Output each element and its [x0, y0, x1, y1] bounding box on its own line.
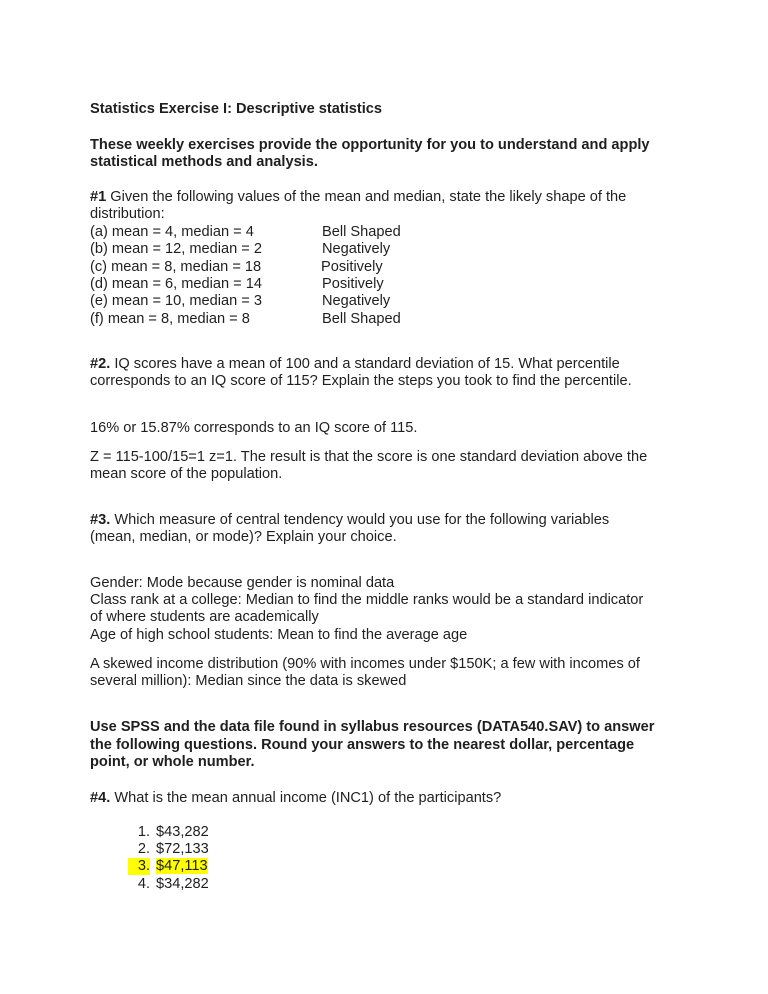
q4-option	[128, 876, 209, 893]
q1-row-answer: Bell Shaped	[322, 224, 401, 240]
q2-prompt-line-1	[90, 356, 620, 373]
q2-prompt-line-2: corresponds to an IQ score of 115? Explain the steps you took to find the percentile.	[90, 373, 632, 389]
q3-answer-line: of where students are academically	[90, 609, 319, 625]
q4-text: What is the mean annual income (INC1) of the participants?	[110, 790, 502, 806]
q1-prompt-line-1	[90, 189, 626, 206]
q2-answer-line-2: Z = 115-100/15=1 z=1. The result is that the score is one standard deviation above the	[90, 449, 648, 465]
q1-row-answer: Negatively	[322, 241, 391, 257]
q4-option-value: $47,113	[156, 858, 208, 874]
q3-answer-line: Class rank at a college: Median to find the middle ranks would be a standard indicator	[90, 592, 644, 608]
q3-text-1: Which measure of central tendency would you use for the following variables	[110, 512, 610, 528]
q1-row-answer: Positively	[322, 276, 384, 292]
q2-number: #2.	[90, 356, 111, 372]
q3-answer-line: Age of high school students: Mean to find the average age	[90, 627, 468, 643]
q1-row-question: (b) mean = 12, median = 2	[90, 241, 262, 257]
q3-prompt-line-1	[90, 512, 609, 529]
q4-option-value: $72,133	[156, 841, 209, 857]
intro-line-1: These weekly exercises provide the opportunity for you to understand and apply	[90, 137, 650, 153]
q1-row-question: (d) mean = 6, median = 14	[90, 276, 262, 292]
spss-instructions-line-2: the following questions. Round your answers to the nearest dollar, percentage	[90, 737, 635, 753]
q4-option-highlighted	[128, 858, 208, 875]
q4-option-number: 4.	[137, 876, 150, 892]
q2-answer-line-1: 16% or 15.87% corresponds to an IQ score of 115.	[90, 420, 418, 436]
q3-skew-answer-line-2: several million): Median since the data is skewed	[90, 673, 407, 689]
q4-prompt	[90, 790, 501, 807]
q4-option-value: $34,282	[156, 876, 209, 892]
document-title: Statistics Exercise I: Descriptive statistics	[90, 101, 383, 117]
spss-instructions-line-3: point, or whole number.	[90, 754, 255, 770]
q3-skew-answer-line-1: A skewed income distribution (90% with incomes under $150K; a few with incomes of	[90, 656, 640, 672]
q1-row-question: (f) mean = 8, median = 8	[90, 311, 250, 327]
q1-row-answer: Positively	[321, 259, 383, 275]
q1-row-answer: Bell Shaped	[322, 311, 401, 327]
q2-text-1: IQ scores have a mean of 100 and a standard deviation of 15. What percentile	[110, 356, 620, 372]
q3-number: #3.	[90, 512, 111, 528]
q4-number: #4.	[90, 790, 111, 806]
q4-option	[128, 841, 209, 858]
q4-option	[128, 824, 209, 841]
q1-row-question: (a) mean = 4, median = 4	[90, 224, 254, 240]
q1-text-1: Given the following values of the mean and median, state the likely shape of the	[106, 189, 627, 205]
q4-option-number: 1.	[137, 824, 150, 840]
q1-row-answer: Negatively	[322, 293, 391, 309]
q1-prompt-line-2: distribution:	[90, 206, 165, 222]
intro-line-2: statistical methods and analysis.	[90, 154, 318, 170]
q1-row-question: (c) mean = 8, median = 18	[90, 259, 262, 275]
q4-option-value: $43,282	[156, 824, 209, 840]
q4-option-number: 2.	[137, 841, 150, 857]
q1-number: #1	[90, 189, 107, 205]
q3-answer-line: Gender: Mode because gender is nominal data	[90, 575, 395, 591]
q1-row-question: (e) mean = 10, median = 3	[90, 293, 262, 309]
q2-answer-line-3: mean score of the population.	[90, 466, 283, 482]
q3-prompt-line-2: (mean, median, or mode)? Explain your choice.	[90, 529, 397, 545]
q4-option-number: 3.	[128, 858, 150, 875]
spss-instructions-line-1: Use SPSS and the data file found in syllabus resources (DATA540.SAV) to answer	[90, 719, 655, 735]
